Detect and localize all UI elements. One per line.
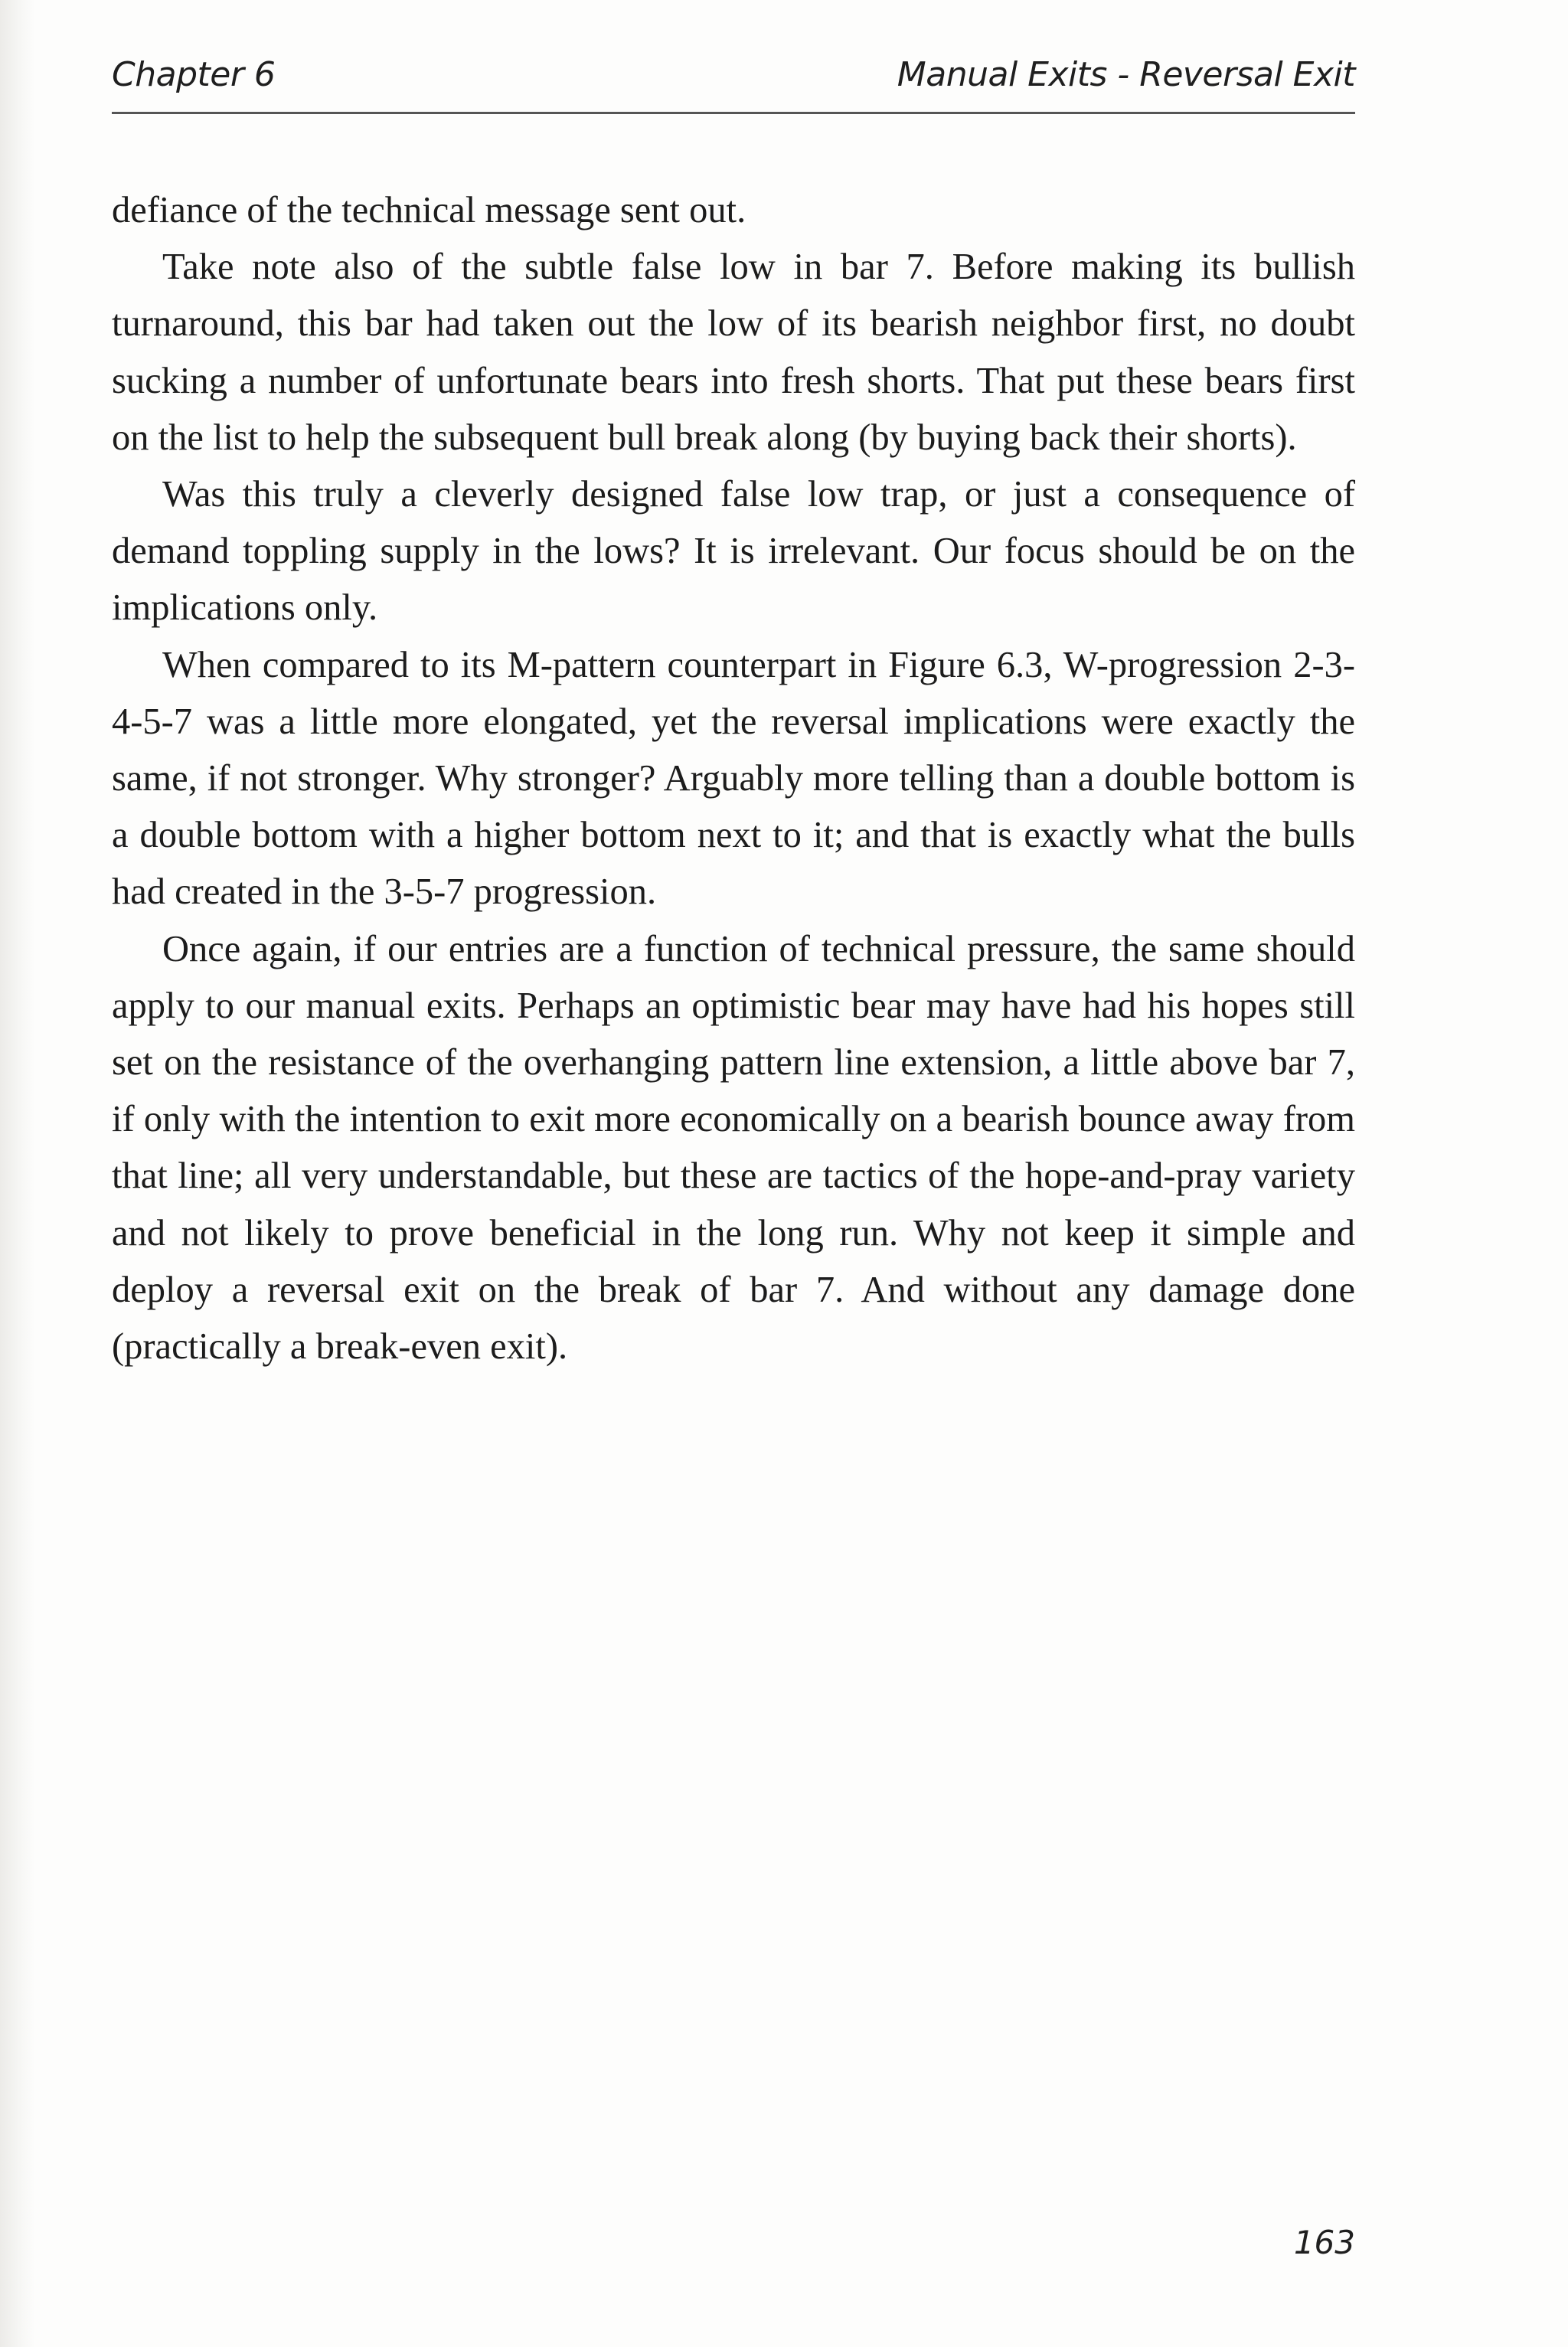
paragraph-5: Once again, if our entries are a function of technical pressure, the same should apply to our manual exits. Perhaps an optimistic bear may have had his hopes still set on the resistance of the overhanging pattern line extension, a little above bar 7, if only with the intention to exit more economically on a bearish bounce away from that line; all very understandable, but these are tactics of the hope-and-pray variety and not likely to prove beneficial in the long run. Why not keep it simple and deploy a reversal exit on the break of bar 7. And without any damage done (practically a break-even exit). <box>112 928 1355 1368</box>
paragraph-2: Take note also of the subtle false low in bar 7. Before making its bullish turnaround, this bar had taken out the low of its bearish neighbor first, no doubt sucking a number of unfortunate bears into fresh shorts. That put these bears first on the list to help the subsequent bull break along (by buying back their shorts). <box>112 247 1355 458</box>
paragraph-1: defiance of the technical message sent out. <box>112 190 746 230</box>
paragraph-4: When compared to its M-pattern counterpart in Figure 6.3, W-progression 2-3-4-5-7 was a little more elongated, yet the reversal implications were exactly the same, if not stronger. Why stronger? Arguably more telling than a double bottom is a double bottom with a higher bottom next to it; and that is exactly what the bulls had created in the 3-5-7 progression. <box>112 644 1355 913</box>
chapter-label: Chapter 6 <box>112 55 276 94</box>
header-rule <box>112 112 1355 114</box>
scan-gutter-shadow <box>0 0 35 2347</box>
section-title: Manual Exits - Reversal Exit <box>897 55 1355 94</box>
body-text <box>112 182 1355 1375</box>
paragraph-3: Was this truly a cleverly designed false low trap, or just a consequence of demand toppling supply in the lows? It is irrelevant. Our focus should be on the implications only. <box>112 474 1355 629</box>
running-header <box>112 55 1355 116</box>
page-number: 163 <box>1293 2224 1355 2261</box>
